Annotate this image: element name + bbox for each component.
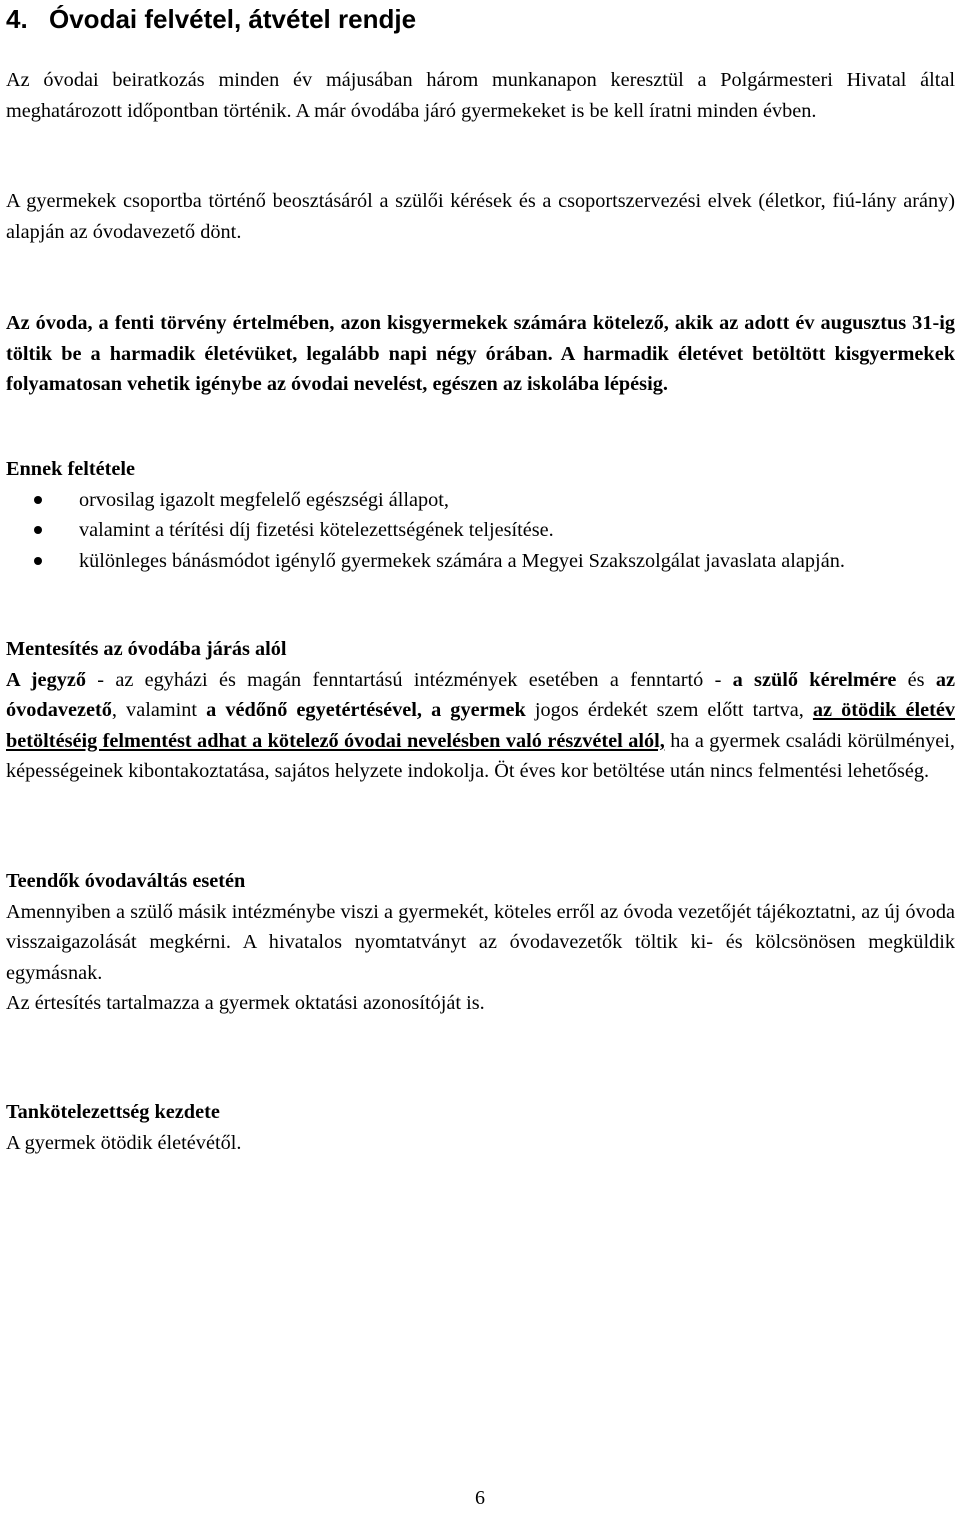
paragraph-mandatory-attendance: Az óvoda, a fenti törvény értelmében, azon kisgyermekek számára kötelező, akik az adott év augusztus 31-ig töltik be a harmadik életévüket, legalább napi négy órában. A harmadik életévet betöltött kisgyermekek folyamatosan vehetik igénybe az óvodai nevelést, egészen az iskolába lépésig. xyxy=(6,312,955,395)
exemption-run-7: a védőnő egyetértésével, a gyermek xyxy=(206,699,526,721)
exemption-run-2: - az egyházi és magán fenntartású intézmények esetében a fenntartó - xyxy=(86,668,733,691)
exemption-run-9: az ötödik életév betöltéséig felmentést adhat a kötelező óvodai nevelésben való részvétel alól, xyxy=(6,699,955,752)
list-item xyxy=(6,485,955,516)
transfer-title: Teendők óvodaváltás esetén xyxy=(6,870,246,892)
transfer-text: Amennyiben a szülő másik intézménybe viszi a gyermekét, köteles erről az óvoda vezetőjét tájékoztatni, az új óvoda visszaigazolását megkérni. A hivatalos nyomtatványt az óvodavezetők töltik ki- és kölcsönösen megküldik egymásnak. xyxy=(6,900,955,984)
exemption-section xyxy=(6,634,955,787)
section-title: Óvodai felvétel, átvétel rendje xyxy=(49,4,417,34)
list-item xyxy=(6,515,955,546)
list-item-text: orvosilag igazolt megfelelő egészségi állapot, xyxy=(79,488,450,511)
page-number: 6 xyxy=(475,1487,485,1509)
compulsory-text: A gyermek ötödik életévétől. xyxy=(6,1131,242,1154)
compulsory-title: Tankötelezettség kezdete xyxy=(6,1101,220,1123)
transfer-section xyxy=(6,866,955,1019)
conditions-title: Ennek feltétele xyxy=(6,458,135,480)
compulsory-education-section xyxy=(6,1097,955,1158)
conditions-section xyxy=(6,454,955,576)
section-heading xyxy=(6,2,416,36)
exemption-run-8: jogos érdekét szem előtt tartva, xyxy=(525,699,813,721)
exemption-text xyxy=(6,665,955,787)
section-number: 4. xyxy=(6,4,28,34)
exemption-run-1: A jegyző xyxy=(6,668,86,691)
exemption-run-3: a szülő kérelmére xyxy=(732,668,897,691)
list-item-text: különleges bánásmódot igénylő gyermekek számára a Megyei Szakszolgálat javaslata alapján. xyxy=(79,549,845,572)
exemption-run-5: az óvodavezető xyxy=(6,668,956,721)
exemption-run-10: ha a gyermek családi körülményei, képességeinek kibontakoztatása, sajátos helyzete indokolja. Öt éves kor betöltése után nincs felmentési lehetőség. xyxy=(6,729,955,782)
list-item xyxy=(6,546,955,577)
exemption-run-4: és xyxy=(896,668,936,691)
transfer-note: Az értesítés tartalmazza a gyermek oktatási azonosítóját is. xyxy=(6,992,485,1014)
bullet-icon xyxy=(34,526,42,534)
bullet-icon xyxy=(34,557,42,565)
conditions-list xyxy=(6,485,955,577)
list-item-text: valamint a térítési díj fizetési kötelezettségének teljesítése. xyxy=(79,519,554,541)
paragraph-group-assignment: A gyermekek csoportba történő beosztásáról a szülői kérések és a csoportszervezési elvek (életkor, fiú-lány arány) alapján az óvodavezető dönt. xyxy=(6,190,955,243)
exemption-run-6: , valamint xyxy=(111,699,207,721)
exemption-title: Mentesítés az óvodába járás alól xyxy=(6,638,287,660)
paragraph-enrollment: Az óvodai beiratkozás minden év májusában három munkanapon keresztül a Polgármesteri Hivatal által meghatározott időpontban történik. A már óvodába járó gyermekeket is be kell íratni minden évben. xyxy=(6,69,955,122)
bullet-icon xyxy=(34,496,42,504)
